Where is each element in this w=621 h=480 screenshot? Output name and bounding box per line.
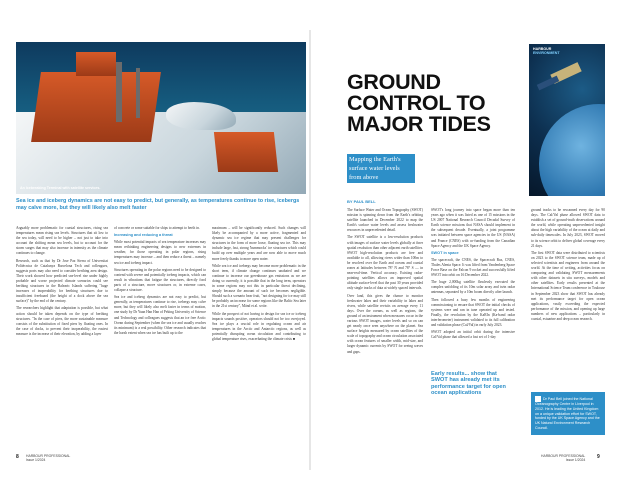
paragraph: The huge 2,000kg satellite flawlessly executed the complex unfolding of its 10m solar array and twin radar antennas, separated by a 10m boom directly after launch. bbox=[431, 280, 515, 295]
footer-issue: Issue 1/2024 bbox=[565, 458, 586, 463]
section-subhead: SWOT in space bbox=[431, 250, 459, 255]
left-column-3 bbox=[212, 226, 306, 450]
paragraph: maximum – will be significantly reduced. Such changes will likely be accompanied by a more active, fragmented and dynamic sea ice regime that may present challenges for structures in the form of more loose, floating sea ice. This may include large, fast, strong 'bummocks' ice structures which could build up over multiple years and are now able to move much more freely thanks to more open water. bbox=[212, 226, 306, 261]
bio-text: Dr Paul Bell joined the National Oceanography Centre in Liverpool in 2012. He is leading the United Kingdom on a unique validation effort for SWOT, funded by the UK Space Agency and the UK Natural Environment Research Council. bbox=[535, 396, 600, 430]
right-column-3 bbox=[531, 208, 605, 388]
paragraph: The first SWOT data were distributed to scientists on 2023 to the SWOT science team, made up of selected scientists and engineers from around the world. At the time of writing, activities focus on comparing and validating SWOT measurements with other datasets in situ surveys, models and other satellites. Early results presented at the International Science Team conference in Toulouse in September 2023 show that SWOT has already met its performance target for open ocean applications, vastly exceeding the expected performance of the mission, and opening up large numbers of new applications – particularly in coastal, estuarine and deep ocean research. bbox=[531, 250, 605, 321]
footer-title: HARBOUR PROFESSIONAL bbox=[26, 454, 71, 458]
paragraph: The SWOT satellite is a low-resolution products with images of surface water levels globally at finer spatial resolution than other adjacent earth satellites. SWOT high-resolution products are free and available to all, allowing rivers wider than 100m to be resolved over the Earth and oceans and coastal zones at latitudes between 78° N and 78° S — in near-real-time. Vertical accuracy. Existing radar-pointing satellites allows an improved spatial altitude surface-level that the past 30 years provided only single tracks of data at widely spaced intervals. bbox=[347, 235, 423, 291]
section-tag-line2: ENVIRONMENT bbox=[533, 51, 560, 56]
footer bbox=[26, 454, 70, 462]
paragraph: While most potential impacts of sea temperature increases may mean rethinking engineering designs to new extremes in weather, for those operating in polar regions, rising temperatures may increase – and then reduce a threat – namely sea ice and iceberg impact. bbox=[114, 240, 206, 265]
page-number: 8 bbox=[16, 454, 19, 460]
paragraph: While sea ice and icebergs may become more problematic in the short term, if climate change continues unabated and we continue to increase our greenhouse gas emissions as we are doing so currently, it is possible that in the long term, operators in some regions may not this in particular threat declining, simply because the amount of such ice becomes negligible. Should such a scenario bear fruit, "not designing for ice may still be probably an increase for some regions like the Baltic Sea later in the 21st century", Mänd et al. write. bbox=[212, 263, 306, 309]
article-subhead: Mapping the Earth's surface water levels from above bbox=[347, 154, 415, 183]
paragraph: Research, such as that by Dr Jose Paz Sierra of Universitat Politècnica de Catalunya Barcelona Tech and colleagues, suggests ports may also need to consider berthing area design. Their work showed how predicted sea-level rise under highly probable and worse projected climate scenarios could see berthing structures in the Balearic Islands suffering "huge increases of inoperability for berthing structures due to insufficient freeboard (the height of a dock above the sea surface)" by the end of the century. bbox=[16, 258, 108, 304]
paragraph: The researchers highlight that adaptation is possible, but what action should be taken depends on the type of berthing structures. "In the case of piers, the more sustainable measure consists of the substitution of fixed piers by floating ones. In the case of docks, to prevent their inoperability, the easiest measure is the increase of their elevation, by adding a layer bbox=[16, 306, 108, 336]
section-tag bbox=[533, 47, 560, 56]
byline: BY PAUL BELL bbox=[347, 199, 376, 204]
left-column-2 bbox=[114, 226, 206, 450]
left-column-1 bbox=[16, 226, 108, 450]
section-tag-line1: HARBOUR bbox=[533, 47, 552, 51]
footer-title: HARBOUR PROFESSIONAL bbox=[541, 454, 586, 458]
page-number: 9 bbox=[597, 454, 600, 460]
paragraph: The spacecraft, the CNES, the Spacecraft Bus, CNES, Thales Alenia Space. It was lifted from Vandenberg Space Force Base on the Falcon 9 rocket and successfully lifted SWOT into orbit on 16 December 2022. bbox=[431, 257, 515, 278]
paragraph: Structures operating in the polar regions need to be designed to contend with severe and potentially iceberg impacts, which can result in vibrations that fatigue the structures, directly food parts of a structure, move structures or, in extreme cases, collapse a structure. bbox=[114, 267, 206, 293]
footer bbox=[541, 454, 585, 462]
paragraph: Sea ice and iceberg dynamics are not easy to predict, but generally, as temperatures continue to rise, icebergs may calve more, but they will likely also melt faster in terms of motion, one study by Dr Yuan Han Han of Peking University of Science and Technology and colleagues suggests that an ice free Arctic Ocean during September (when the sea ice and usually reaches its minimum) is a real possibility. Other research indicates that the harsh extent when sea ice has built up to the bbox=[114, 295, 206, 335]
paragraph: While the prospect of not having to design for sea ice or iceberg impacts sounds positive, operators should not be too overjoyed. Sea ice plays a crucial role in regulating ocean and air temperatures in the Arctic and Antarctic regions, as well as potentially disrupting ocean circulation and contributing to global temperature rises, exacerbating the climate crisis ■ bbox=[212, 311, 306, 341]
right-column-1 bbox=[347, 208, 423, 450]
section-subhead: Increasing and reducing a threat bbox=[114, 233, 173, 238]
right-page bbox=[311, 30, 605, 470]
paragraph: Arguably more problematic for coastal structures, rising sea temperatures mean rising sea levels. Structures that sit low to the sea today, will need to be higher – not just to take into account the shifting mean sea levels, but to account for the storm surges that may also increase in intensity as the climate continues to change. bbox=[16, 226, 108, 256]
pull-quote: Early results... show that SWOT has already met its performance target for open ocean applications bbox=[431, 371, 506, 397]
paragraph: The Surface Water and Ocean Topography (SWOT) mission is spinning down from the Earth's orbiting satellite launched in December 2022 to map the Earth's surface water levels and assess freshwater resources in unprecedented detail. bbox=[347, 208, 423, 233]
right-column-2 bbox=[431, 208, 515, 368]
paragraph: SWOT's long journey into space began more than ten years ago when it was listed as one of 15 missions in the US 2007 National Research Council Decadal Survey of Earth science missions that NASA should implement in the subsequent decade. Eventually, a joint programme was initiated between space agencies in the US (NASA) and France (CNES) with co-funding from the Canadian Space Agency and the UK Space Agency. bbox=[431, 208, 515, 248]
paragraph: ground tracks to be rescanned every day for 90 days. The Cal/Val phase allowed SWOT data to establish a set of ground-truth observations around the world, while operating unprecedented insight about the high variability of the ocean at daily and sub-daily timescales. In July 2023, SWOT moved to its science orbit to deliver global coverage every 21 days. bbox=[531, 208, 605, 248]
standfirst: Sea ice and iceberg dynamics are not easy to predict, but generally, as temperatures continue to rise, icebergs may calve more, but they will likely also melt faster bbox=[16, 198, 300, 211]
icebreaker-photo bbox=[16, 42, 306, 194]
author-bio bbox=[531, 392, 605, 435]
paragraph: SWOT adopted an initial orbit during the intensive Cal/Val phase that allowed a fast set of 1-day bbox=[431, 330, 515, 340]
left-page bbox=[16, 30, 309, 470]
satellite-photo bbox=[529, 44, 605, 196]
article-headline: GROUND CONTROL TO MAJOR TIDES bbox=[347, 70, 491, 136]
paragraph: of concrete or some suitable for ships to attempt to berth in. bbox=[114, 226, 200, 230]
footer-issue: Issue 1/2024 bbox=[26, 458, 46, 463]
photo-caption: An Icebreaking Terminal with satellite services. bbox=[20, 186, 101, 190]
paragraph: Then followed a busy few months of engineering commissioning to ensure that SWOT the initial checks of systems were and ran in tune operated up and tested. Finally, the revolution by the KaRIn (Ka-band radar interferometer) instrument validated to its full calibration and validation phase (Cal/Val) in early July 2023. bbox=[431, 297, 515, 327]
paragraph: Over land, this gives the chance to monitor freshwater lakes and their variability in lakes and rivers, while satellite revisits on average every 11 days. Over the oceans, as well as regions, the ground of an instrument when measures occur in the various SWOT images, water levels and so on can get nearly once seen anywhere on the planet. Sea surface heights measured by ocean satellites of the scale of topography and ocean circulation associated with ocean features of smaller width, mid-size, and larger dynamic currents by SWOT for seeing waves and gaps. bbox=[347, 293, 423, 354]
